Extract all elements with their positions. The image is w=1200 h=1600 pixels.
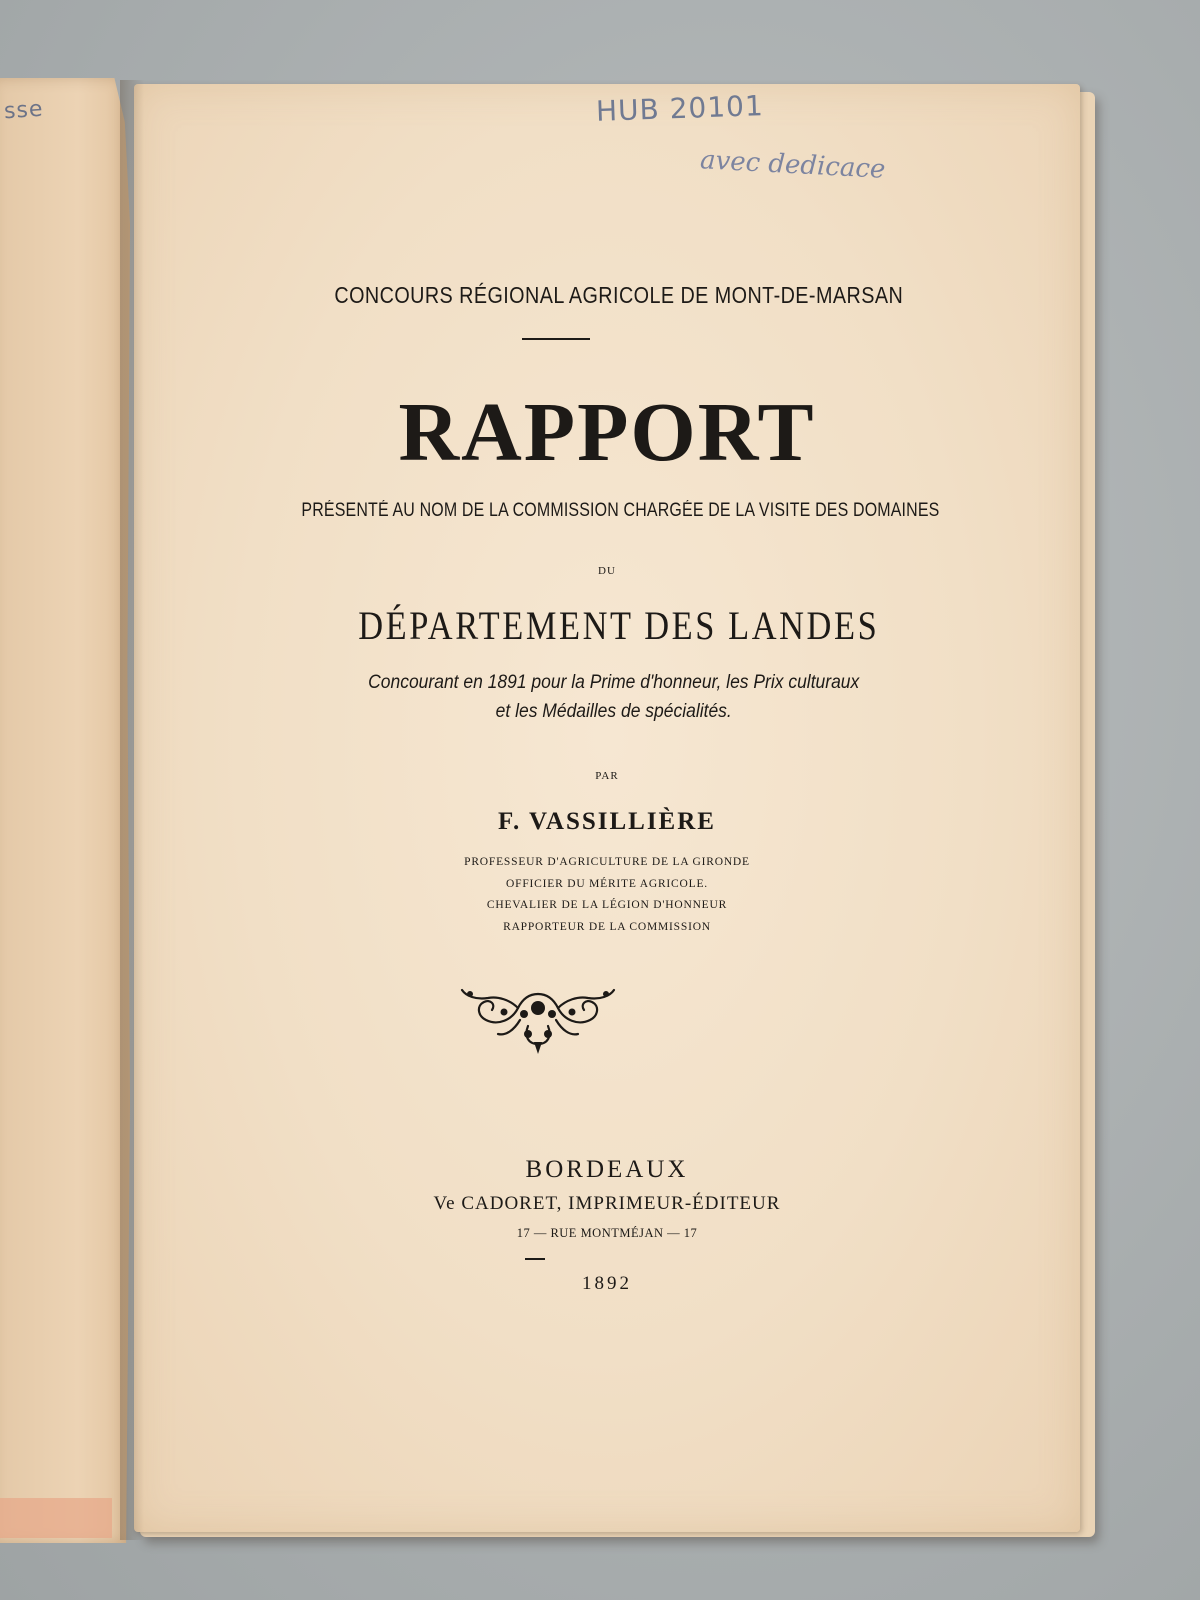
previous-leaf-handwriting: sse — [3, 96, 45, 125]
handwritten-note: avec dedicace — [699, 145, 887, 185]
series-heading: CONCOURS RÉGIONAL AGRICOLE DE MONT-DE-MARSAN — [334, 282, 904, 308]
description-line-2: et les Médailles de spécialités. — [495, 701, 732, 722]
imprint-year: 1892 — [582, 1273, 632, 1294]
imprint-publisher: Ve CADORET, IMPRIMEUR-ÉDITEUR — [433, 1193, 781, 1214]
description — [179, 668, 1049, 726]
imprint-address: 17 — RUE MONTMÉJAN — 17 — [516, 1226, 698, 1240]
imprint-city: BORDEAUX — [525, 1156, 689, 1183]
heading-rule — [522, 338, 590, 340]
description-line-1: Concourant en 1891 pour la Prime d'honneur, les Prix culturaux — [368, 672, 860, 693]
subtitle: PRÉSENTÉ AU NOM DE LA COMMISSION CHARGÉE DE LA VISITE DES DOMAINES — [301, 500, 940, 521]
credential-line: CHEVALIER DE LA LÉGION D'HONNEUR — [486, 899, 728, 911]
author-credentials — [134, 852, 1080, 938]
connector-du: DU — [598, 565, 616, 577]
previous-leaf-edge — [0, 1498, 112, 1538]
imprint-rule — [525, 1258, 545, 1260]
connector-par: PAR — [595, 770, 619, 782]
credential-line: PROFESSEUR D'AGRICULTURE DE LA GIRONDE — [464, 856, 750, 868]
handwritten-shelfmark: HUB 20101 — [595, 89, 765, 128]
credential-line: RAPPORTEUR DE LA COMMISSION — [503, 920, 711, 933]
previous-leaf — [0, 78, 130, 1543]
ornament-fleuron-icon — [458, 986, 618, 1056]
credential-line: OFFICIER DU MÉRITE AGRICOLE. — [506, 877, 708, 890]
department-heading: DÉPARTEMENT DES LANDES — [358, 603, 880, 648]
page-title: RAPPORT — [398, 386, 816, 479]
author-name: F. VASSILLIÈRE — [498, 808, 716, 835]
